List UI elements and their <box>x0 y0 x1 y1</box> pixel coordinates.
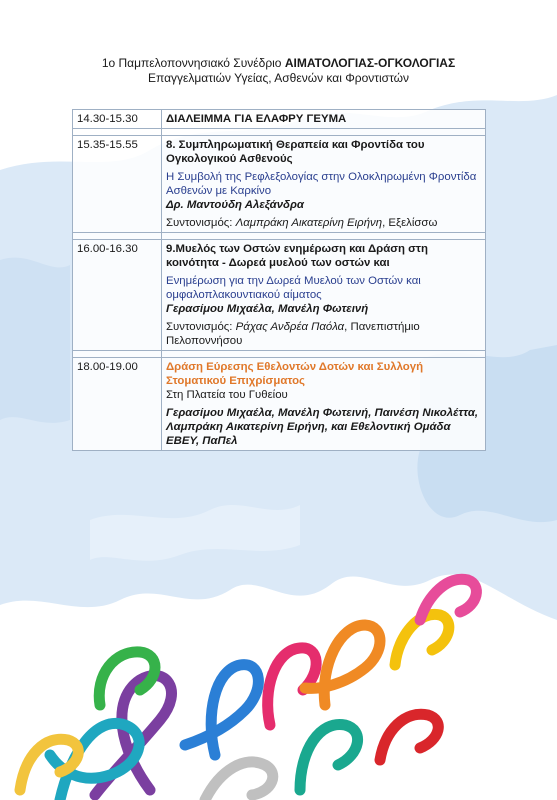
coordinator-name: Ράχας Ανδρέα Παόλα <box>235 321 345 333</box>
session-title: 8. Συμπληρωματική Θεραπεία και Φροντίδα του Ογκολογικού Ασθενούς <box>166 139 425 165</box>
row-gap <box>73 129 486 136</box>
location: Στη Πλατεία του Γυθείου <box>166 389 288 401</box>
schedule-row-session-9 <box>73 240 486 351</box>
talk-title: Ενημέρωση για την Δωρεά Μυελού των Οστών και ομφαλοπλακουντιακού αίματος <box>166 275 421 301</box>
session-cell <box>162 136 486 233</box>
coordinator-org: , Εξελίσσω <box>382 217 438 229</box>
awareness-ribbons-icon <box>0 540 557 800</box>
coordinator-name: Λαμπράκη Αικατερίνη Ειρήνη <box>235 217 383 229</box>
coordination <box>166 216 481 230</box>
session-cell <box>162 358 486 451</box>
session-title: Δράση Εύρεσης Εθελοντών Δοτών και Συλλογή Στοματικού Επιχρίσματος <box>166 361 424 387</box>
time-cell: 14.30-15.30 <box>73 110 162 129</box>
speaker: Δρ. Μαντούδη Αλεξάνδρα <box>166 199 304 211</box>
schedule-row-session-8 <box>73 136 486 233</box>
talk-title: Η Συμβολή της Ρεφλεξολογίας στην Ολοκληρωμένη Φροντίδα Ασθενών με Καρκίνο <box>166 171 477 197</box>
time-cell: 18.00-19.00 <box>73 358 162 451</box>
header-line-1-normal: 1ο Παμπελοποννησιακό Συνέδριο <box>101 56 282 70</box>
schedule-row-donor-action <box>73 358 486 451</box>
header-line-1-bold: ΑΙΜΑΤΟΛΟΓΙΑΣ-ΟΓΚΟΛΟΓΙΑΣ <box>284 56 456 70</box>
time-cell: 16.00-16.30 <box>73 240 162 351</box>
participants: Γερασίμου Μιχαέλα, Μανέλη Φωτεινή, Παινέση Νικολέττα, Λαμπράκη Αικατερίνη Ειρήνη, και Εθελοντική Ομάδα ΕΒΕΥ, ΠαΠελ <box>166 407 479 447</box>
session-cell <box>162 110 486 129</box>
header-line-2: Επαγγελματιών Υγείας, Ασθενών και Φροντιστών <box>147 71 410 85</box>
coordination <box>166 320 481 348</box>
row-gap <box>73 233 486 240</box>
session-cell <box>162 240 486 351</box>
header-line-1 <box>0 56 557 71</box>
coordinator-org: , Πανεπιστήμιο Πελοποννήσου <box>166 321 420 347</box>
session-title: 9.Μυελός των Οστών ενημέρωση και Δράση στη κοινότητα - Δωρεά μυελού των οστών και <box>166 243 428 269</box>
speaker: Γερασίμου Μιχαέλα, Μανέλη Φωτεινή <box>166 303 369 315</box>
session-title: ΔΙΑΛΕΙΜΜΑ ΓΙΑ ΕΛΑΦΡΥ ΓΕΥΜΑ <box>166 113 347 125</box>
coordination-label: Συντονισμός: <box>166 217 233 229</box>
conference-header <box>0 56 557 86</box>
row-gap <box>73 351 486 358</box>
schedule-row-break <box>73 110 486 129</box>
time-cell: 15.35-15.55 <box>73 136 162 233</box>
schedule-table <box>72 109 486 451</box>
coordination-label: Συντονισμός: <box>166 321 233 333</box>
